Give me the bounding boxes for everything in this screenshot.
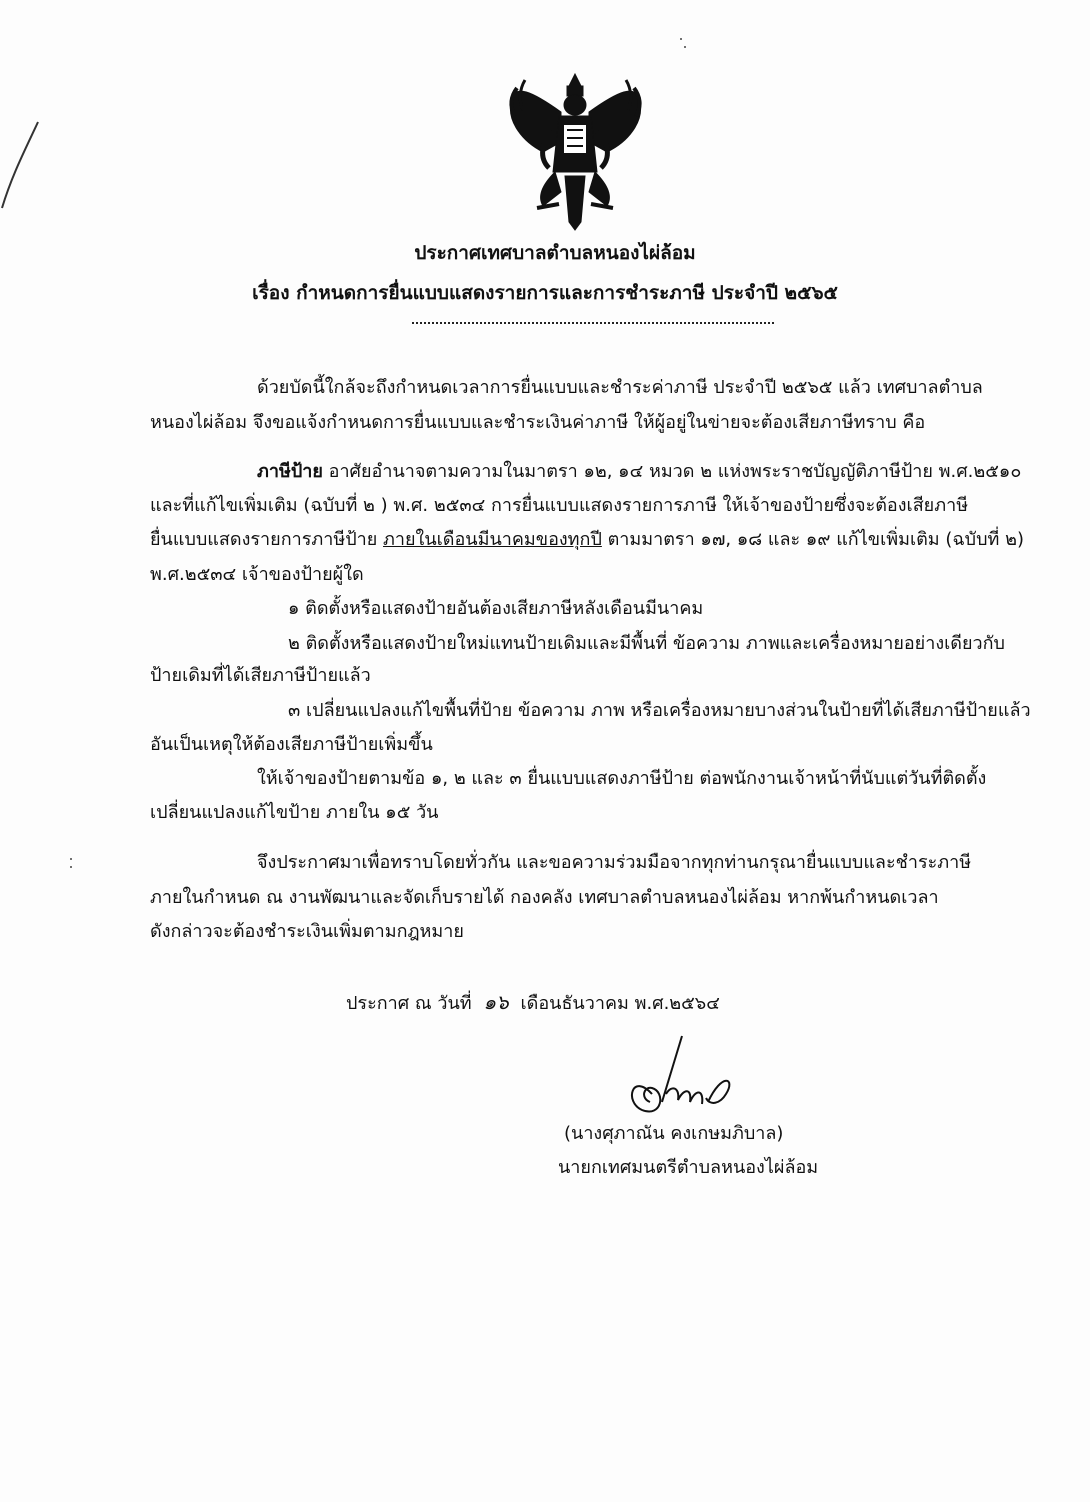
sign-tax-heading: ภาษีป้าย xyxy=(257,461,323,482)
paragraph-2-line-2: และที่แก้ไขเพิ่มเติม (ฉบับที่ ๒ ) พ.ศ. ๒๕๓๔ การยื่นแบบแสดงรายการภาษี ให้เจ้าของป้ายซึ่งจะต้องเสียภาษี xyxy=(150,495,969,516)
paragraph-2-line-1-text: อาศัยอำนาจตามความในมาตรา ๑๒, ๑๔ หมวด ๒ แห่งพระราชบัญญัติภาษีป้าย พ.ศ.๒๕๑๐ xyxy=(322,461,1022,482)
scan-edge-mark xyxy=(0,120,40,210)
announcement-subject: เรื่อง กำหนดการยื่นแบบแสดงรายการและการชำระภาษี ประจำปี ๒๕๖๕ xyxy=(252,282,838,304)
item-1: ๑ ติดตั้งหรือแสดงป้ายอันต้องเสียภาษีหลังเดือนมีนาคม xyxy=(288,598,704,619)
paragraph-4-line-3: ดังกล่าวจะต้องชำระเงินเพิ่มตามกฎหมาย xyxy=(150,921,464,942)
paragraph-2-line-4: พ.ศ.๒๕๓๔ เจ้าของป้ายผู้ใด xyxy=(150,564,364,585)
item-2-line-1: ๒ ติดตั้งหรือแสดงป้ายใหม่แทนป้ายเดิมและมีพื้นที่ ข้อความ ภาพและเครื่องหมายอย่างเดียวกับ xyxy=(288,633,1005,654)
item-3-line-2: อันเป็นเหตุให้ต้องเสียภาษีป้ายเพิ่มขึ้น xyxy=(150,734,433,755)
paragraph-3-line-2: เปลี่ยนแปลงแก้ไขป้าย ภายใน ๑๕ วัน xyxy=(150,802,439,823)
signatory-name: (นางศุภาณัน คงเกษมภิบาล) xyxy=(564,1123,784,1144)
date-prefix: ประกาศ ณ วันที่ xyxy=(346,993,472,1014)
dotted-divider xyxy=(412,314,774,324)
paragraph-4-line-2: ภายในกำหนด ณ งานพัฒนาและจัดเก็บรายได้ กองคลัง เทศบาลตำบลหนองไผ่ล้อม หากพ้นกำหนดเวลา xyxy=(150,887,939,908)
item-3-line-1: ๓ เปลี่ยนแปลงแก้ไขพื้นที่ป้าย ข้อความ ภาพ หรือเครื่องหมายบางส่วนในป้ายที่ได้เสียภาษีป้ายแล้ว xyxy=(288,700,1031,721)
paragraph-3-line-1: ให้เจ้าของป้ายตามข้อ ๑, ๒ และ ๓ ยื่นแบบแสดงภาษีป้าย ต่อพนักงานเจ้าหน้าที่นับแต่วันที่ติดตั้ง xyxy=(257,768,987,789)
signatory-position: นายกเทศมนตรีตำบลหนองไผ่ล้อม xyxy=(558,1157,819,1178)
date-day-handwritten: ๑๖ xyxy=(483,990,509,1014)
paragraph-1-line-2: หนองไผ่ล้อม จึงขอแจ้งกำหนดการยื่นแบบและชำระเงินค่าภาษี ให้ผู้อยู่ในข่ายจะต้องเสียภาษีทราบ คือ xyxy=(150,412,926,433)
paragraph-2-line-3-a: ยื่นแบบแสดงรายการภาษีป้าย xyxy=(150,529,384,550)
paragraph-2-line-1 xyxy=(257,460,1021,484)
announcement-title: ประกาศเทศบาลตำบลหนองไผ่ล้อม xyxy=(414,242,696,264)
paragraph-2-line-3 xyxy=(150,528,1024,552)
deadline-underlined: ภายในเดือนมีนาคมของทุกปี xyxy=(383,529,602,550)
date-suffix: เดือนธันวาคม พ.ศ.๒๕๖๔ xyxy=(520,993,720,1014)
item-2-line-2: ป้ายเดิมที่ได้เสียภาษีป้ายแล้ว xyxy=(150,665,371,686)
scan-speck xyxy=(684,46,686,48)
paragraph-1-line-1: ด้วยบัดนี้ใกล้จะถึงกำหนดเวลาการยื่นแบบและชำระค่าภาษี ประจำปี ๒๕๖๕ แล้ว เทศบาลตำบล xyxy=(257,377,983,398)
paragraph-2-line-3-b: ตามมาตรา ๑๗, ๑๘ และ ๑๙ แก้ไขเพิ่มเติม (ฉบับที่ ๒) xyxy=(601,529,1024,550)
paragraph-4-line-1: จึงประกาศมาเพื่อทราบโดยทั่วกัน และขอความร่วมมือจากทุกท่านกรุณายื่นแบบและชำระภาษี xyxy=(257,852,972,873)
handwritten-signature xyxy=(622,1032,742,1122)
scan-speck xyxy=(680,38,682,40)
announcement-date xyxy=(346,990,720,1016)
garuda-emblem-icon xyxy=(503,72,648,232)
